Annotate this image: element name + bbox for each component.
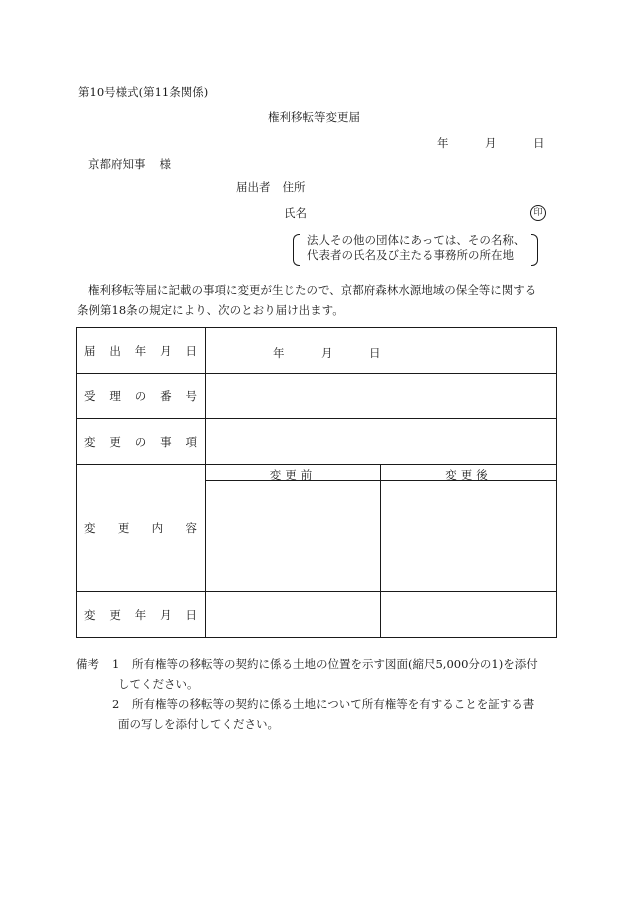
change-details-table — [76, 327, 557, 638]
applicant-address-line — [236, 182, 306, 194]
remark-1-line1: 所有権等の移転等の契約に係る土地の位置を示す図面(縮尺5,000分の1)を添付 — [132, 657, 538, 671]
addressee-name: 京都府知事 — [88, 157, 146, 171]
corporate-note-line1: 法人その他の団体にあっては、その名称、 — [307, 233, 526, 247]
label-char: 届 — [84, 343, 96, 358]
label-char: 理 — [109, 389, 121, 403]
label-char: 内 — [151, 521, 164, 535]
label-char: 年 — [134, 343, 147, 358]
label-char: 変 — [84, 607, 96, 622]
row-label-submission-date — [77, 328, 205, 373]
addressee-honorific: 様 — [159, 157, 171, 171]
row-label-change-content — [77, 465, 205, 591]
label-char: 年 — [134, 607, 147, 622]
label-char: 事 — [160, 434, 172, 449]
label-char: 月 — [160, 607, 172, 622]
left-bracket — [293, 234, 300, 266]
cell-month: 月 — [321, 346, 333, 360]
label-char: 項 — [185, 434, 197, 449]
corporate-note-line2: 代表者の氏名及び主たる事務所の所在地 — [307, 248, 514, 262]
label-char: の — [134, 434, 147, 449]
form-number: 第10号様式(第11条関係) — [78, 85, 209, 99]
document-title: 権利移転等変更届 — [268, 110, 360, 124]
label-char: 更 — [109, 607, 121, 622]
label-char: 変 — [84, 521, 96, 535]
submission-date-year: 年 — [437, 136, 449, 150]
cell-year: 年 — [273, 346, 285, 360]
seal-mark-icon: 印 — [530, 205, 546, 221]
label-char: 日 — [185, 607, 197, 622]
column-divider — [380, 464, 381, 637]
label-char: 日 — [185, 343, 197, 358]
remark-2-line2: 面の写しを添付してください。 — [118, 717, 279, 731]
intro-line1: 権利移転等届に記載の事項に変更が生じたので、京都府森林水源地域の保全等に関する — [88, 283, 537, 297]
remark-1-line2: してください。 — [118, 677, 199, 691]
before-change-header: 変更前 — [269, 468, 317, 482]
label-char: 出 — [109, 343, 121, 358]
label-char: の — [134, 389, 147, 403]
row-label-receipt-number — [77, 374, 205, 418]
corporate-note — [293, 234, 538, 266]
label-char: 月 — [160, 343, 172, 358]
applicant-label: 届出者 — [236, 180, 271, 194]
label-char: 受 — [84, 389, 96, 403]
intro-line2: 条例第18条の規定により、次のとおり届け出ます。 — [77, 303, 344, 317]
row-label-change-date — [77, 592, 205, 637]
label-char: 号 — [185, 389, 197, 403]
name-label: 氏名 — [284, 206, 307, 220]
right-bracket — [531, 234, 538, 266]
after-change-header: 変更後 — [445, 468, 492, 482]
label-char: 変 — [84, 434, 96, 449]
submission-date-day: 日 — [533, 136, 545, 150]
cell-day: 日 — [369, 346, 381, 360]
remark-1-number: 1 — [112, 657, 120, 671]
row-label-change-item — [77, 419, 205, 464]
submission-date-cell — [273, 345, 381, 361]
remark-2-line1: 所有権等の移転等の契約に係る土地について所有権等を有することを証する書 — [132, 697, 535, 711]
label-char: 更 — [109, 434, 121, 449]
address-label: 住所 — [282, 180, 306, 194]
label-char: 更 — [117, 521, 130, 535]
submission-date-month: 月 — [485, 136, 497, 150]
remark-2-number: 2 — [112, 697, 120, 711]
label-char: 容 — [185, 521, 197, 535]
label-char: 番 — [160, 389, 172, 403]
remarks-label: 備考 — [76, 657, 99, 671]
addressee — [88, 159, 171, 171]
